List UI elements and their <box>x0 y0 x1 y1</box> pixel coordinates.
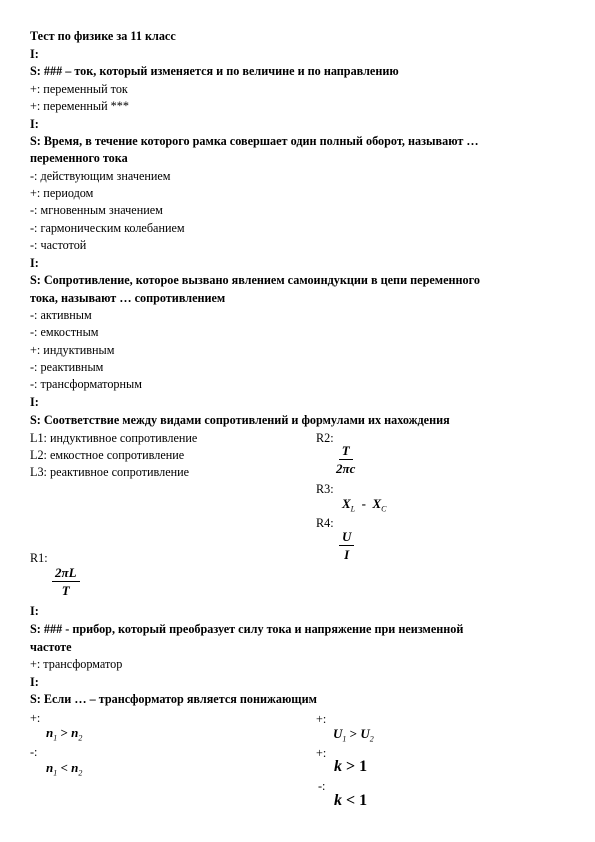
formula-fraction <box>339 529 354 562</box>
match-left-item: L2: емкостное сопротивление <box>30 448 185 462</box>
formula-value: 1 <box>359 792 368 809</box>
answer-option: +: переменный *** <box>30 99 129 113</box>
formula-symbol: U <box>333 726 343 741</box>
answer-option: -: активным <box>30 308 92 322</box>
answer-mark: +: <box>316 746 327 760</box>
question-text: S: ### - прибор, который преобразует силу тока и напряжение при неизменной <box>30 622 464 636</box>
page-title: Тест по физике за 11 класс <box>30 29 176 43</box>
formula-operator: > <box>60 725 68 740</box>
formula-expression <box>334 758 367 776</box>
answer-option: +: периодом <box>30 186 94 200</box>
answer-mark: -: <box>30 745 38 759</box>
answer-option: -: емкостным <box>30 325 99 339</box>
formula-subscript: 2 <box>78 768 83 778</box>
formula-fraction <box>52 565 80 598</box>
formula-symbol: n <box>46 725 54 740</box>
formula-operator: < <box>346 792 356 809</box>
match-right-label: R4: <box>316 516 334 530</box>
fraction-numerator: T <box>339 443 353 460</box>
answer-option: -: трансформаторным <box>30 377 142 391</box>
formula-expression <box>46 725 82 743</box>
formula-operator: - <box>361 496 366 511</box>
question-text: S: Время, в течение которого рамка совершает один полный оборот, называют … <box>30 134 479 148</box>
formula-expression <box>46 760 82 778</box>
answer-mark: +: <box>316 712 327 726</box>
formula-expression <box>333 726 374 744</box>
question-marker: I: <box>30 117 39 131</box>
formula-operator: > <box>349 726 358 741</box>
answer-option: -: мгновенным значением <box>30 203 163 217</box>
fraction-denominator: T <box>61 583 70 598</box>
match-left-item: L3: реактивное сопротивление <box>30 465 190 479</box>
fraction-denominator: 2πc <box>336 461 356 476</box>
formula-operator: < <box>60 760 68 775</box>
question-text: S: Сопротивление, которое вызвано явлением самоиндукции в цепи переменного <box>30 273 480 287</box>
question-text: S: ### – ток, который изменяется и по величине и по направлению <box>30 64 399 78</box>
formula-value: 1 <box>359 758 368 775</box>
formula-expression <box>342 496 386 514</box>
formula-subscript: 1 <box>53 733 58 743</box>
formula-operator: > <box>346 758 356 775</box>
match-right-label: R2: <box>316 431 334 445</box>
question-text: S: Если … – трансформатор является понижающим <box>30 692 317 706</box>
question-marker: I: <box>30 47 39 61</box>
formula-symbol: U <box>360 726 370 741</box>
answer-option: +: трансформатор <box>30 657 123 671</box>
formula-symbol: k <box>334 758 342 775</box>
answer-option: -: частотой <box>30 238 87 252</box>
formula-symbol: n <box>71 760 79 775</box>
formula-symbol: n <box>46 760 54 775</box>
question-text: переменного тока <box>30 151 128 165</box>
fraction-numerator: 2πL <box>52 565 80 582</box>
question-marker: I: <box>30 256 39 270</box>
answer-option: -: реактивным <box>30 360 104 374</box>
formula-fraction <box>336 443 355 476</box>
question-marker: I: <box>30 675 39 689</box>
answer-mark: -: <box>318 779 326 793</box>
formula-symbol: k <box>334 792 342 809</box>
formula-symbol: n <box>71 725 79 740</box>
formula-symbol: X <box>372 496 382 511</box>
question-text: S: Соответствие между видами сопротивлений и формулами их нахождения <box>30 413 450 427</box>
answer-mark: +: <box>30 711 41 725</box>
formula-symbol: X <box>342 496 351 511</box>
formula-subscript: C <box>381 504 387 514</box>
formula-subscript: 1 <box>53 768 58 778</box>
formula-expression <box>334 792 367 810</box>
answer-option: +: индуктивным <box>30 343 115 357</box>
answer-option: -: действующим значением <box>30 169 171 183</box>
fraction-denominator: I <box>344 547 350 562</box>
question-marker: I: <box>30 604 39 618</box>
match-left-item: L1: индуктивное сопротивление <box>30 431 198 445</box>
answer-option: +: переменный ток <box>30 82 128 96</box>
question-text: тока, называют … сопротивлением <box>30 291 226 305</box>
question-text: частоте <box>30 640 72 654</box>
formula-subscript: L <box>350 504 356 514</box>
answer-option: -: гармоническим колебанием <box>30 221 185 235</box>
fraction-numerator: U <box>339 529 354 546</box>
formula-subscript: 1 <box>342 734 347 744</box>
question-marker: I: <box>30 395 39 409</box>
formula-subscript: 2 <box>78 733 83 743</box>
match-right-label: R3: <box>316 482 334 496</box>
match-right-label: R1: <box>30 551 48 565</box>
formula-subscript: 2 <box>369 734 374 744</box>
